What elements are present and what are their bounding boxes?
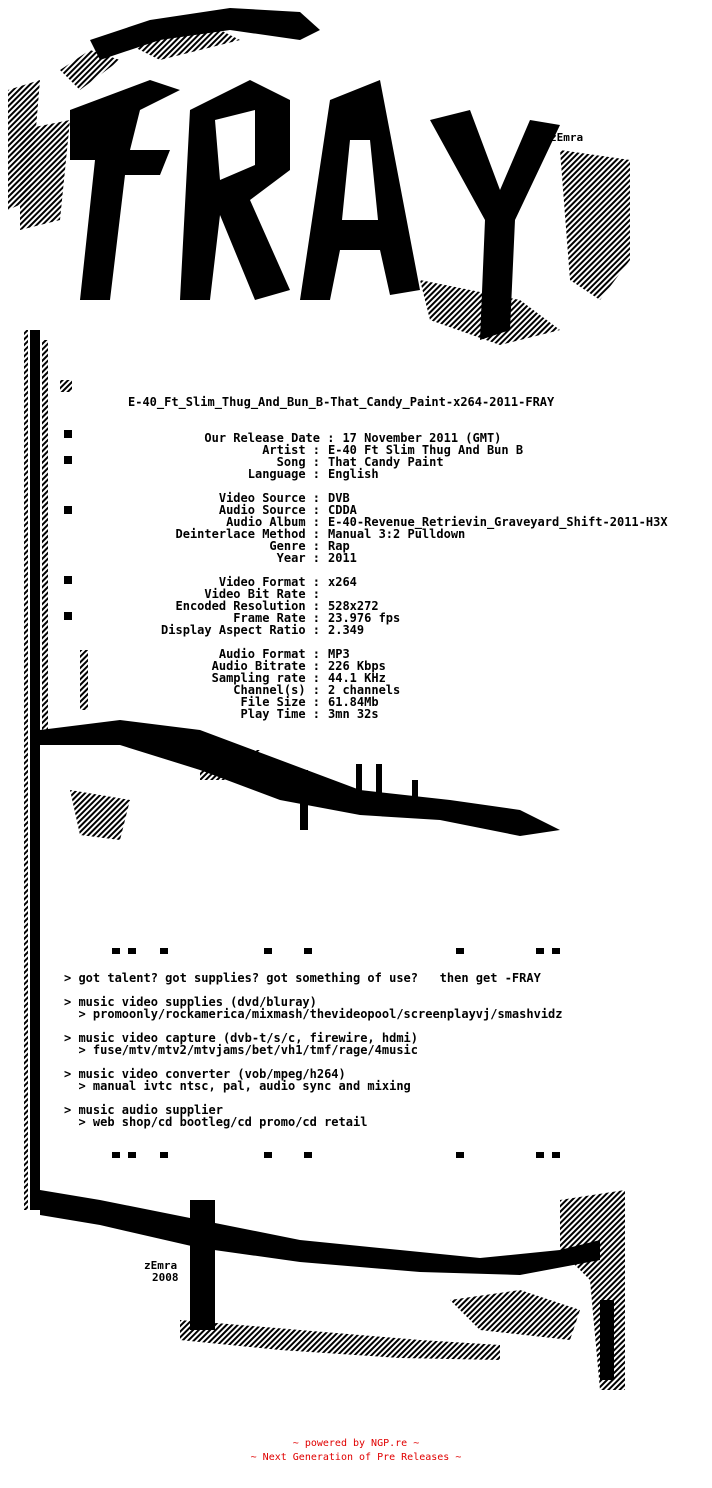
detail-label: File Size : [240,695,320,709]
detail-label: Year : [276,551,320,565]
release-date-label: Our Release Date : [204,431,335,445]
detail-value: 528x272 [328,599,379,613]
info-line: > promoonly/rockamerica/mixmash/thevideopool/screenplayvj/smashvidz [64,1007,563,1021]
detail-value: 3mn 32s [328,707,379,721]
detail-label: Display Aspect Ratio : [161,623,320,637]
detail-row [0,624,364,636]
info-line: > music audio supplier [64,1103,223,1117]
detail-label: Audio Source : [218,503,320,517]
detail-row [0,468,379,480]
release-name: E-40_Ft_Slim_Thug_And_Bun_B-That_Candy_Paint-x264-2011-FRAY [128,395,555,409]
logo-top-strokes [8,8,630,345]
bottom-swoosh [40,1190,625,1390]
detail-value: That Candy Paint [328,455,444,469]
info-line: > music video supplies (dvd/bluray) [64,995,317,1009]
info-line: > got talent? got supplies? got something of use? then get -FRAY [64,971,541,985]
detail-label: Video Format : [218,575,320,589]
footer-powered-by: ~ powered by NGP.re ~ [292,1438,420,1449]
detail-value: x264 [328,575,357,589]
detail-row [0,528,465,540]
detail-value: 61.84Mb [328,695,379,709]
detail-label: Deinterlace Method : [175,527,320,541]
footer-signature-name: zEmra [144,1259,178,1272]
detail-value: 2 channels [328,683,401,697]
info-line: > music video converter (vob/mpeg/h264) [64,1067,346,1081]
footer-signature-year: 2008 [152,1271,179,1284]
detail-label: Audio Album : [226,515,320,529]
detail-value: English [328,467,379,481]
detail-value: 44.1 KHz [328,671,386,685]
detail-label: Frame Rate : [233,611,320,625]
detail-label: Video Source : [218,491,320,505]
detail-value: 23.976 fps [328,611,401,625]
detail-row [0,444,523,456]
info-line: > music video capture (dvb-t/s/c, firewire, hdmi) [64,1031,419,1045]
detail-label: Language : [247,467,320,481]
detail-label: Video Bit Rate : [204,587,320,601]
detail-value: 226 Kbps [328,659,386,673]
detail-value: Manual 3:2 Pulldown [328,527,466,541]
info-line: > fuse/mtv/mtv2/mtvjams/bet/vh1/tmf/rage/4music [64,1043,419,1057]
detail-value: 2011 [328,551,357,565]
detail-value: DVB [328,491,350,505]
footer-tagline: ~ Next Generation of Pre Releases ~ [250,1452,462,1463]
dash-row-bottom [112,1152,560,1158]
detail-value: E-40-Revenue_Retrievin_Graveyard_Shift-2011-H3X [328,515,668,529]
detail-label: Artist : [262,443,320,457]
detail-label: Play Time : [240,707,320,721]
middle-swoosh [40,720,560,840]
detail-label: Channel(s) : [233,683,320,697]
info-line: > manual ivtc ntsc, pal, audio sync and mixing [64,1079,411,1093]
info-line: > web shop/cd bootleg/cd promo/cd retail [64,1115,368,1129]
art-signature: zEmra [550,131,584,144]
detail-value: 2.349 [328,623,365,637]
detail-label: Encoded Resolution : [175,599,320,613]
detail-label: Song : [276,455,320,469]
detail-value: MP3 [328,647,350,661]
detail-value: Rap [328,539,350,553]
detail-label: Audio Bitrate : [211,659,320,673]
detail-row [0,552,357,564]
detail-label: Audio Format : [218,647,320,661]
detail-label: Genre : [269,539,320,553]
detail-value: CDDA [328,503,357,517]
release-date-value: 17 November 2011 (GMT) [342,431,502,445]
dash-row-top [112,948,560,954]
detail-value: E-40 Ft Slim Thug And Bun B [328,443,524,457]
detail-row [0,708,379,720]
detail-label: Sampling rate : [211,671,320,685]
release-date-row [0,420,501,444]
